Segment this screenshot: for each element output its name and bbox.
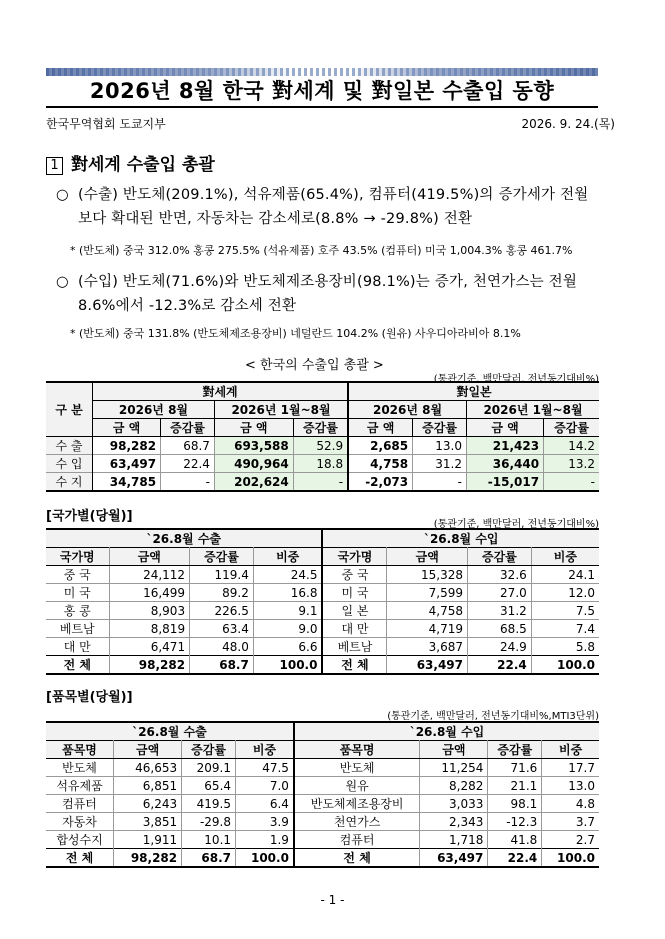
item-cell: 3.9	[236, 813, 294, 831]
item-cell: 컴퓨터	[294, 831, 420, 849]
item-table	[46, 721, 599, 868]
country-cell: 7.4	[531, 620, 599, 638]
item-cell: 반도체	[294, 759, 420, 777]
col-rate: 증감률	[161, 419, 215, 437]
item-cell: 3.7	[542, 813, 599, 831]
country-cell: 16.8	[253, 584, 322, 602]
page-title: 2026년 8월 한국 對세계 및 對일본 수출입 동향	[46, 76, 598, 108]
summary-cell: 36,440	[467, 455, 544, 473]
col-amount: 금 액	[93, 419, 161, 437]
country-cell: 6.6	[253, 638, 322, 656]
country-col-header: 금액	[387, 548, 468, 566]
summary-row-label: 수 입	[46, 455, 93, 473]
summary-head-cum: 2026년 1월~8월	[467, 401, 600, 419]
col-rate: 증감률	[293, 419, 348, 437]
item-unit: (통관기준, 백만달러, 전년동기대비%,MTI3단위)	[387, 711, 599, 722]
summary-head-month: 2026년 8월	[93, 401, 215, 419]
item-col-header: 증감률	[182, 741, 236, 759]
country-cell: 16,499	[109, 584, 190, 602]
country-cell: 일 본	[322, 602, 386, 620]
summary-row	[46, 473, 599, 492]
country-cell: 전 체	[322, 656, 386, 675]
summary-cell: 13.0	[413, 437, 467, 455]
summary-cell: 63,497	[93, 455, 161, 473]
item-cell: 419.5	[182, 795, 236, 813]
country-cell: 48.0	[190, 638, 254, 656]
org-name: 한국무역협회 도쿄지부	[46, 117, 166, 131]
bullet-import-line1: (수입) 반도체(71.6%)와 반도체제조용장비(98.1%)는 증가, 천연가스는 전월	[78, 274, 578, 290]
item-row	[46, 813, 599, 831]
summary-cell: 14.2	[544, 437, 599, 455]
item-cell: 원유	[294, 777, 420, 795]
country-cell: 중 국	[46, 566, 109, 584]
summary-cell: 22.4	[161, 455, 215, 473]
section-1-heading	[46, 150, 215, 175]
item-cell: 자동차	[46, 813, 114, 831]
country-cell: 98,282	[109, 656, 190, 675]
title-banner	[46, 68, 598, 106]
item-total-row	[46, 849, 599, 868]
summary-cell: 18.8	[293, 455, 348, 473]
country-col-header: 금액	[109, 548, 190, 566]
item-cell: 전 체	[46, 849, 114, 868]
country-title: [국가별(당월)]	[46, 509, 133, 524]
country-cell: 8,819	[109, 620, 190, 638]
summary-cell: 98,282	[93, 437, 161, 455]
country-cell: 22.4	[468, 656, 532, 675]
item-cell: 2.7	[542, 831, 599, 849]
summary-cell: -2,073	[348, 473, 413, 492]
country-cell: 3,687	[387, 638, 468, 656]
item-cell: 1,718	[420, 831, 488, 849]
country-cell: 미 국	[46, 584, 109, 602]
bullet-marker: ○	[56, 274, 69, 290]
country-col-header: 국가명	[46, 548, 109, 566]
item-cell: 41.8	[488, 831, 542, 849]
country-import-head: `26.8월 수입	[423, 532, 499, 546]
item-cell: 합성수지	[46, 831, 114, 849]
country-cell: 31.2	[468, 602, 532, 620]
summary-cell: 693,588	[214, 437, 293, 455]
item-cell: 46,653	[114, 759, 182, 777]
item-col-header: 비중	[542, 741, 599, 759]
item-col-header: 품목명	[46, 741, 114, 759]
country-cell: 226.5	[190, 602, 254, 620]
item-cell: 1.9	[236, 831, 294, 849]
country-col-header: 비중	[531, 548, 599, 566]
country-cell: 9.0	[253, 620, 322, 638]
item-cell: 13.0	[542, 777, 599, 795]
country-cell: 7.5	[531, 602, 599, 620]
country-cell: 24.1	[531, 566, 599, 584]
summary-caption: < 한국의 수출입 총괄 >	[245, 358, 384, 373]
country-cell: 8,903	[109, 602, 190, 620]
country-col-header: 증감률	[190, 548, 254, 566]
summary-cell: -	[544, 473, 599, 492]
country-col-header: 국가명	[322, 548, 386, 566]
item-title: [품목별(당월)]	[46, 690, 133, 705]
country-row	[46, 566, 599, 584]
item-cell: 98,282	[114, 849, 182, 868]
col-rate: 증감률	[413, 419, 467, 437]
country-cell: 27.0	[468, 584, 532, 602]
item-cell: 8,282	[420, 777, 488, 795]
summary-table	[46, 381, 599, 492]
country-row	[46, 638, 599, 656]
country-table	[46, 528, 599, 675]
item-cell: -29.8	[182, 813, 236, 831]
country-cell: 24,112	[109, 566, 190, 584]
note-export: * (반도체) 중국 312.0% 홍콩 275.5% (석유제품) 호주 43.5% (컴퓨터) 미국 1,004.3% 홍콩 461.7%	[70, 244, 573, 257]
country-cell: 24.5	[253, 566, 322, 584]
bullet-export	[56, 183, 626, 231]
item-cell: 21.1	[488, 777, 542, 795]
country-cell: 100.0	[531, 656, 599, 675]
item-cell: 100.0	[236, 849, 294, 868]
item-cell: 22.4	[488, 849, 542, 868]
country-cell: 4,719	[387, 620, 468, 638]
summary-cell: 34,785	[93, 473, 161, 492]
col-rate: 증감률	[544, 419, 599, 437]
summary-head-month: 2026년 8월	[348, 401, 466, 419]
item-cell: 컴퓨터	[46, 795, 114, 813]
summary-unit: (통관기준, 백만달러, 전년동기대비%)	[433, 374, 599, 385]
item-row	[46, 759, 599, 777]
item-cell: 17.7	[542, 759, 599, 777]
item-cell: 전 체	[294, 849, 420, 868]
note-import: * (반도체) 중국 131.8% (반도체제조용장비) 네덜란드 104.2% (원유) 사우디아라비아 8.1%	[70, 327, 521, 340]
country-cell: 32.6	[468, 566, 532, 584]
summary-cell: -	[413, 473, 467, 492]
section-title: 對세계 수출입 총괄	[71, 155, 215, 175]
summary-head-group: 구 분	[46, 382, 93, 437]
item-col-header: 증감률	[488, 741, 542, 759]
country-cell: 5.8	[531, 638, 599, 656]
item-row	[46, 831, 599, 849]
summary-cell: 4,758	[348, 455, 413, 473]
summary-cell: 490,964	[214, 455, 293, 473]
item-col-header: 비중	[236, 741, 294, 759]
country-cell: 12.0	[531, 584, 599, 602]
country-cell: 베트남	[46, 620, 109, 638]
country-cell: 89.2	[190, 584, 254, 602]
col-amount: 금 액	[348, 419, 413, 437]
country-cell: 미 국	[322, 584, 386, 602]
summary-cell: -	[161, 473, 215, 492]
bullet-marker: ○	[56, 187, 69, 203]
country-cell: 24.9	[468, 638, 532, 656]
section-number-box: 1	[46, 157, 63, 175]
country-cell: 68.7	[190, 656, 254, 675]
item-col-header: 금액	[114, 741, 182, 759]
country-col-header: 비중	[253, 548, 322, 566]
item-cell: 47.5	[236, 759, 294, 777]
bullet-import	[56, 270, 626, 318]
item-cell: 1,911	[114, 831, 182, 849]
country-cell: 6,471	[109, 638, 190, 656]
country-total-row	[46, 656, 599, 675]
col-amount: 금 액	[214, 419, 293, 437]
summary-head-cum: 2026년 1월~8월	[214, 401, 348, 419]
item-cell: 209.1	[182, 759, 236, 777]
summary-cell: 13.2	[544, 455, 599, 473]
country-row	[46, 602, 599, 620]
summary-cell: 31.2	[413, 455, 467, 473]
item-cell: 63,497	[420, 849, 488, 868]
country-cell: 중 국	[322, 566, 386, 584]
bullet-export-line2: 보다 확대된 반면, 자동차는 감소세로(8.8% → -29.8%) 전환	[78, 211, 473, 227]
item-col-header: 품목명	[294, 741, 420, 759]
summary-head-japan: 對일본	[456, 385, 492, 399]
country-cell: 홍 콩	[46, 602, 109, 620]
country-export-head: `26.8월 수출	[46, 529, 322, 548]
country-cell: 68.5	[468, 620, 532, 638]
item-cell: 71.6	[488, 759, 542, 777]
summary-cell: 2,685	[348, 437, 413, 455]
country-cell: 대 만	[322, 620, 386, 638]
item-col-header: 금액	[420, 741, 488, 759]
report-date: 2026. 9. 24.(목)	[521, 117, 615, 131]
summary-head-world: 對세계	[93, 382, 349, 401]
item-row	[46, 795, 599, 813]
country-row	[46, 620, 599, 638]
item-cell: 반도체제조용장비	[294, 795, 420, 813]
col-amount: 금 액	[467, 419, 544, 437]
item-cell: 6.4	[236, 795, 294, 813]
country-unit: (통관기준, 백만달러, 전년동기대비%)	[433, 519, 599, 530]
summary-row-label: 수 지	[46, 473, 93, 492]
item-cell: 10.1	[182, 831, 236, 849]
item-import-head: `26.8월 수입	[409, 725, 485, 739]
summary-row-label: 수 출	[46, 437, 93, 455]
item-cell: 천연가스	[294, 813, 420, 831]
item-cell: 100.0	[542, 849, 599, 868]
item-cell: 6,243	[114, 795, 182, 813]
country-cell: 100.0	[253, 656, 322, 675]
summary-cell: 21,423	[467, 437, 544, 455]
country-cell: 9.1	[253, 602, 322, 620]
item-cell: 6,851	[114, 777, 182, 795]
summary-cell: 68.7	[161, 437, 215, 455]
country-cell: 7,599	[387, 584, 468, 602]
summary-cell: -	[293, 473, 348, 492]
item-cell: 65.4	[182, 777, 236, 795]
item-export-head: `26.8월 수출	[46, 722, 294, 741]
country-cell: 119.4	[190, 566, 254, 584]
item-cell: 2,343	[420, 813, 488, 831]
page-number: - 1 -	[320, 893, 345, 907]
item-cell: 3,851	[114, 813, 182, 831]
bullet-import-line2: 8.6%에서 -12.3%로 감소세 전환	[78, 298, 297, 314]
item-cell: 7.0	[236, 777, 294, 795]
summary-cell: 202,624	[214, 473, 293, 492]
item-cell: 석유제품	[46, 777, 114, 795]
item-cell: 4.8	[542, 795, 599, 813]
summary-row	[46, 437, 599, 455]
summary-cell: -15,017	[467, 473, 544, 492]
bullet-export-line1: (수출) 반도체(209.1%), 석유제품(65.4%), 컴퓨터(419.5%)의 증가세가 전월	[78, 187, 589, 203]
country-row	[46, 584, 599, 602]
country-cell: 63.4	[190, 620, 254, 638]
item-cell: 11,254	[420, 759, 488, 777]
item-cell: 3,033	[420, 795, 488, 813]
country-cell: 63,497	[387, 656, 468, 675]
item-cell: -12.3	[488, 813, 542, 831]
summary-row	[46, 455, 599, 473]
country-cell: 대 만	[46, 638, 109, 656]
item-row	[46, 777, 599, 795]
item-cell: 68.7	[182, 849, 236, 868]
summary-cell: 52.9	[293, 437, 348, 455]
country-cell: 전 체	[46, 656, 109, 675]
country-cell: 4,758	[387, 602, 468, 620]
country-col-header: 증감률	[468, 548, 532, 566]
country-cell: 베트남	[322, 638, 386, 656]
item-cell: 98.1	[488, 795, 542, 813]
country-cell: 15,328	[387, 566, 468, 584]
item-cell: 반도체	[46, 759, 114, 777]
